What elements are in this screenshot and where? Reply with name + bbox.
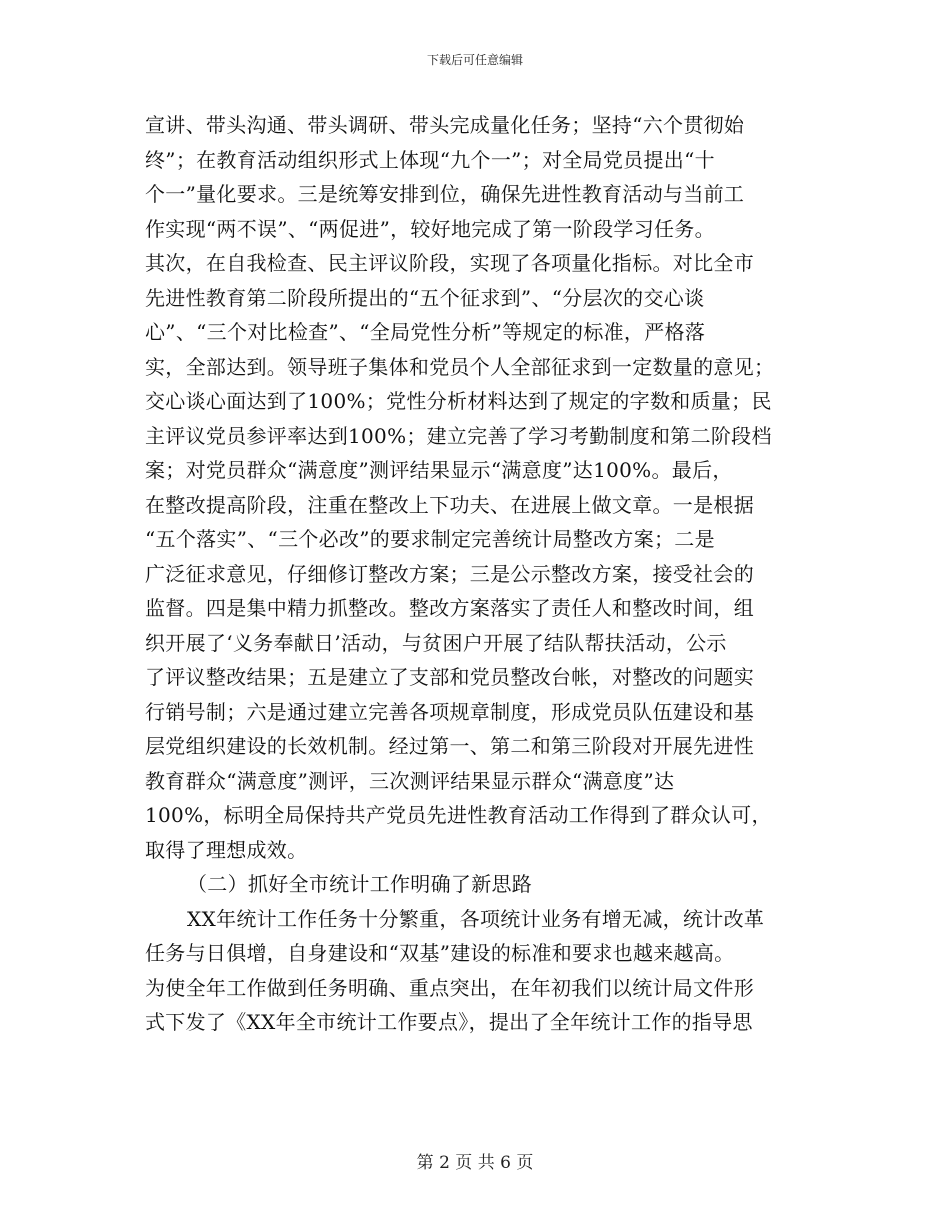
text-line: 心”、“三个对比检查”、“全局党性分析”等规定的标准，严格落 <box>145 320 706 344</box>
text-line: 其次，在自我检查、民主评议阶段，实现了各项量化指标。对比全市 <box>145 251 754 275</box>
text-line: “五个落实”、“三个必改”的要求制定完善统计局整改方案；二是 <box>145 527 715 551</box>
text-line: 在整改提高阶段，注重在整改上下功夫、在进展上做文章。一是根据 <box>145 492 754 517</box>
text-line: 任务与日俱增，自身建设和“双基”建设的标准和要求也越来越高。 <box>145 941 735 965</box>
text-line: 主评议党员参评率达到100%；建立完善了学习考勤制度和第二阶段档 <box>145 423 772 448</box>
text-line: 教育群众“满意度”测评，三次测评结果显示群众“满意度”达 <box>145 768 675 793</box>
text-line: 监督。四是集中精力抓整改。整改方案落实了责任人和整改时间，组 <box>145 596 754 620</box>
text-line: 作实现“两不误”、“两促进”，较好地完成了第一阶段学习任务。 <box>145 216 715 241</box>
document-body <box>145 108 805 1040</box>
text-line: 为使全年工作做到任务明确、重点突出，在年初我们以统计局文件形 <box>145 975 754 1000</box>
text-line: 了评议整改结果；五是建立了支部和党员整改台帐，对整改的问题实 <box>145 665 754 689</box>
text-line: 行销号制；六是通过建立完善各项规章制度，形成党员队伍建设和基 <box>145 699 754 724</box>
text-line: 100%，标明全局保持共产党员先进性教育活动工作得到了群众认可， <box>145 803 772 827</box>
text-line: XX年统计工作任务十分繁重，各项统计业务有增无减，统计改革 <box>187 906 765 931</box>
text-line: 织开展了‘义务奉献日’活动，与贫困户开展了结队帮扶活动，公示 <box>145 630 727 655</box>
text-line: 交心谈心面达到了100%；党性分析材料达到了规定的字数和质量；民 <box>145 389 772 413</box>
text-line: 案；对党员群众“满意度”测评结果显示“满意度”达100%。最后， <box>145 458 733 482</box>
page-number-footer: 第 2 页 共 6 页 <box>416 1153 534 1173</box>
text-line: 终”；在教育活动组织形式上体现“九个一”；对全局党员提出“十 <box>145 147 715 172</box>
text-line: 宣讲、带头沟通、带头调研、带头完成量化任务；坚持“六个贯彻始 <box>145 113 745 137</box>
text-line: 先进性教育第二阶段所提出的“五个征求到”、“分层次的交心谈 <box>145 285 705 310</box>
text-line: 取得了理想成效。 <box>145 837 308 862</box>
page-header: 下载后可任意编辑 <box>426 53 523 67</box>
text-line: 层党组织建设的长效机制。经过第一、第二和第三阶段对开展先进性 <box>145 734 754 758</box>
text-line: 广泛征求意见，仔细修订整改方案；三是公示整改方案，接受社会的 <box>145 561 754 586</box>
text-line: 式下发了《XX年全市统计工作要点》，提出了全年统计工作的指导思 <box>145 1010 753 1034</box>
text-line: 实，全部达到。领导班子集体和党员个人全部征求到一定数量的意见； <box>145 354 775 379</box>
section-heading: （二）抓好全市统计工作明确了新思路 <box>187 872 533 896</box>
text-line: 个一”量化要求。三是统筹安排到位，确保先进性教育活动与当前工 <box>145 182 745 206</box>
